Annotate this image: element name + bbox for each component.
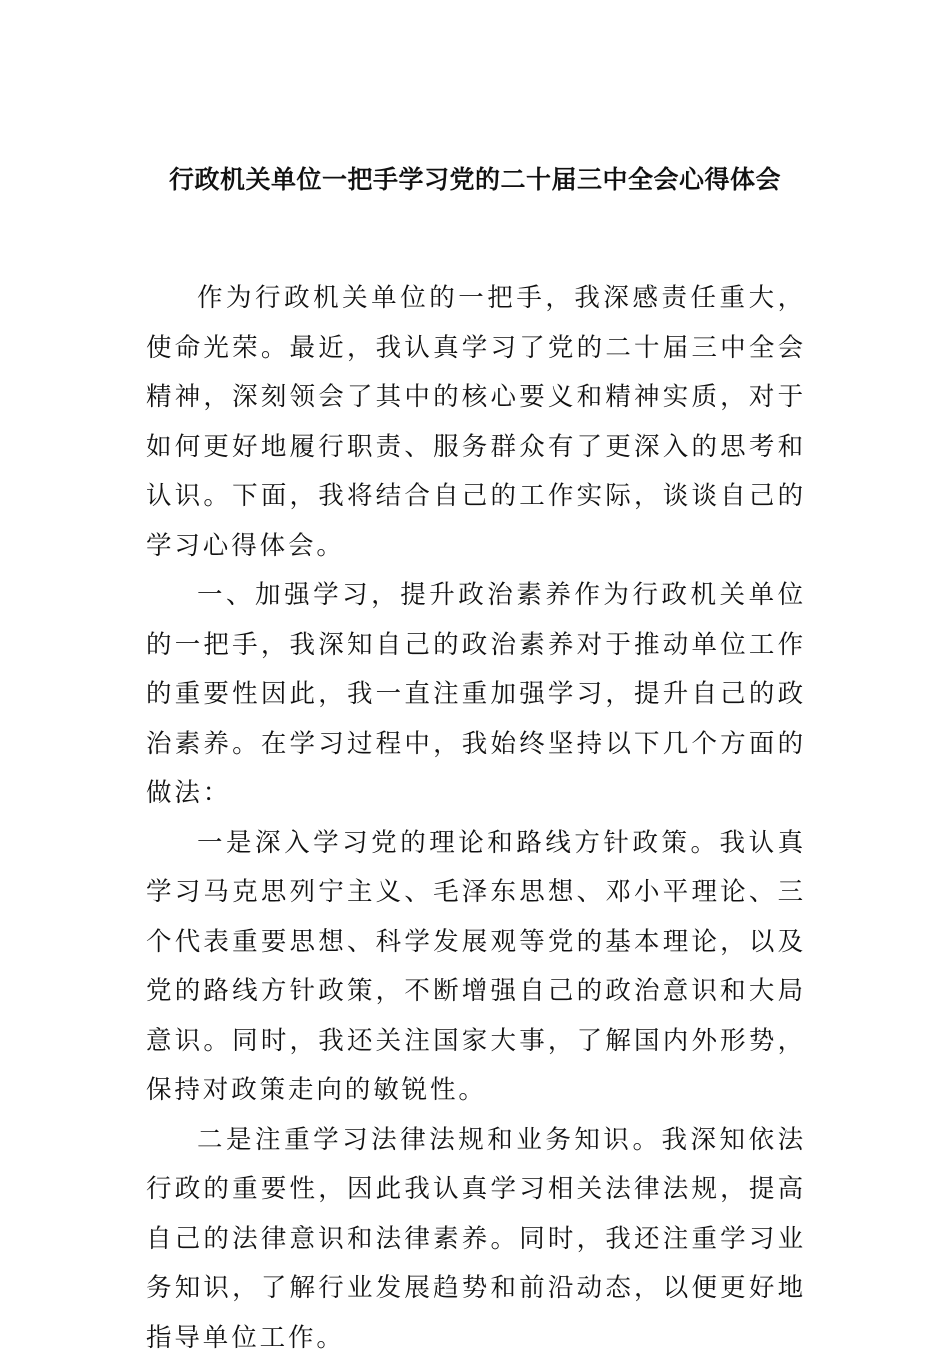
paragraph-point-one: 一是深入学习党的理论和路线方针政策。我认真学习马克思列宁主义、毛泽东思想、邓小平理论、三个代表重要思想、科学发展观等党的基本理论，以及党的路线方针政策，不断增强自己的政治意识和大局意识。同时，我还关注国家大事，了解国内外形势，保持对政策走向的敏锐性。 — [146, 819, 806, 1116]
paragraph-point-two: 二是注重学习法律法规和业务知识。我深知依法行政的重要性，因此我认真学习相关法律法规，提高自己的法律意识和法律素养。同时，我还注重学习业务知识，了解行业发展趋势和前沿动态，以便更好地指导单位工作。 — [146, 1116, 806, 1363]
document-body — [146, 274, 806, 1363]
paragraph-intro: 作为行政机关单位的一把手，我深感责任重大，使命光荣。最近，我认真学习了党的二十届三中全会精神，深刻领会了其中的核心要义和精神实质，对于如何更好地履行职责、服务群众有了更深入的思考和认识。下面，我将结合自己的工作实际，谈谈自己的学习心得体会。 — [146, 274, 806, 571]
document-title: 行政机关单位一把手学习党的二十届三中全会心得体会 — [0, 160, 950, 200]
paragraph-section-one: 一、加强学习，提升政治素养作为行政机关单位的一把手，我深知自己的政治素养对于推动单位工作的重要性因此，我一直注重加强学习，提升自己的政治素养。在学习过程中，我始终坚持以下几个方面的做法： — [146, 571, 806, 819]
